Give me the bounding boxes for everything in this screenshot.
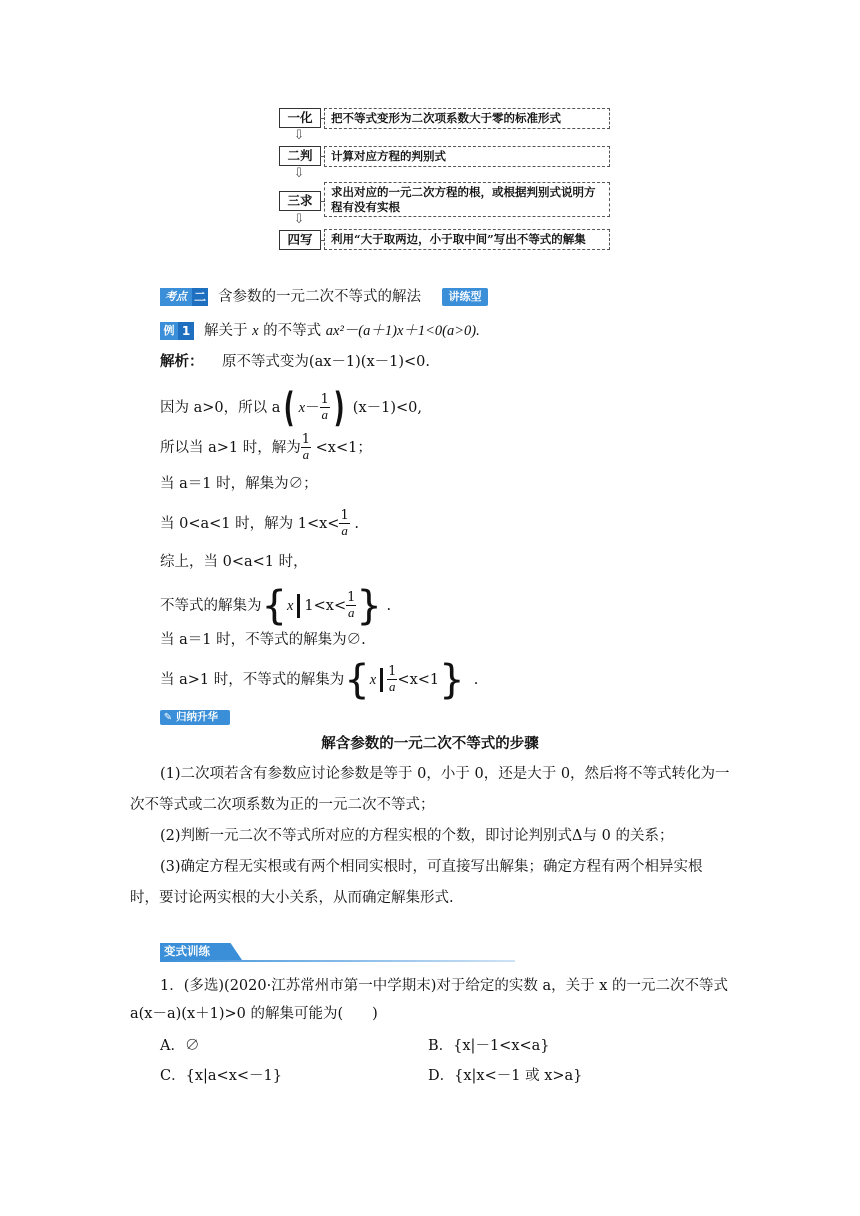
option-b-label: B． [428,1038,454,1054]
example-tag-label: 例 [160,322,178,340]
solution-line-3 [160,430,372,466]
set-divider [297,594,300,618]
option-c[interactable] [160,1066,282,1086]
fraction-numerator: 1 [301,432,311,447]
section-tag-number: 二 [193,290,206,304]
solution-line-5 [160,506,359,542]
fraction-numerator: 1 [388,664,397,679]
option-d[interactable] [428,1066,582,1086]
summary-title: 解含参数的一元二次不等式的步骤 [321,735,539,752]
line-3-prefix: 所以当 a>1 时，解为 [160,440,301,456]
solution-line-4: 当 a＝1 时，解集为∅； [160,476,318,492]
option-b-text: {x|－1<x<a} [453,1038,550,1054]
solution-line-8: 当 a＝1 时，不等式的解集为∅. [160,632,366,648]
summary-badge [160,710,230,725]
section-type-badge: 讲练型 [442,288,488,306]
line-7-suffix: . [386,598,392,614]
problem-middle: 的不等式 [263,323,322,339]
option-a[interactable] [160,1036,199,1056]
option-a-text: ∅ [184,1038,200,1054]
left-brace: { [261,583,287,629]
option-b[interactable] [428,1036,550,1056]
right-brace: } [356,583,382,629]
down-arrow-icon: ⇩ [293,166,305,181]
flow-step-text-3: 求出对应的一元二次方程的根，或根据判别式说明方程有没有实根 [324,182,610,217]
example-problem [204,321,480,341]
option-d-label: D． [428,1068,455,1084]
x-var: x [369,672,377,688]
left-paren: ( [284,385,296,431]
line-5-prefix: 当 0<a<1 时，解为 1<x< [160,516,340,532]
line-9-prefix: 当 a>1 时，不等式的解集为 [160,672,345,688]
line-9-suffix: . [473,672,479,688]
section-tag [160,288,210,306]
summary-point-3: (3)确定方程无实根或有两个相同实根时，可直接写出解集；确定方程有两个相异实根时，要讨论两实根的大小关系，从而确定解集形式. [130,859,703,906]
fraction-denominator: a [321,407,328,422]
option-c-label: C． [160,1068,186,1084]
down-arrow-icon: ⇩ [293,128,305,143]
summary-badge-label: 归纳升华 [176,711,218,723]
summary-point-1: (1)二次项若含有参数应讨论参数是等于 0，小于 0，还是大于 0，然后将不等式转化为一次不等式或二次项系数为正的一元二次不等式； [130,766,730,813]
flow-step-key-1: 一化 [279,108,321,128]
line-3-suffix: <x<1； [315,440,372,456]
flow-step-key-2: 二判 [279,146,321,166]
solution-text: 原不等式变为(ax－1)(x－1)<0. [221,354,430,370]
flow-step-text-2: 计算对应方程的判别式 [324,146,610,167]
fraction-one-over-a [387,665,397,695]
summary-point-2: (2)判断一元二次不等式所对应的方程实根的个数，即讨论判别式Δ与 0 的关系； [160,828,674,844]
option-a-label: A． [160,1038,185,1054]
left-brace: { [344,657,370,703]
solution-line-7 [160,583,392,629]
flow-step-text-1: 把不等式变形为二次项系数大于零的标准形式 [324,108,610,129]
exercise-banner [160,943,515,963]
solution-line-9 [160,657,479,703]
problem-variable: x [252,323,259,339]
fraction-one-over-a [320,393,330,423]
fraction-denominator: a [302,447,310,462]
example-tag [160,322,196,340]
option-c-text: {x|a<x<－1} [185,1068,282,1084]
line-5-suffix: . [354,516,359,532]
minus-sign: － [305,400,320,416]
line-2-prefix: 因为 a>0，所以 a [160,400,281,416]
down-arrow-icon: ⇩ [293,212,305,227]
fraction-numerator: 1 [340,508,349,523]
fraction-numerator: 1 [347,590,356,605]
set-inner: <x<1 [397,672,440,688]
fraction-one-over-a [339,509,349,539]
problem-formula: ax²－(a＋1)x＋1<0(a>0). [325,323,480,339]
flow-step-key-4: 四写 [279,230,321,250]
solution-line-6: 综上，当 0<a<1 时， [160,554,308,570]
question-1-line-2: a(x－a)(x＋1)>0 的解集可能为( ) [130,1006,378,1022]
fraction-denominator: a [341,523,348,538]
solution-label: 解析： [160,353,204,370]
problem-prefix: 解关于 [204,323,248,339]
line-7-prefix: 不等式的解集为 [160,598,262,614]
fraction-one-over-a [301,433,311,463]
question-1 [130,972,730,1028]
flow-step-text-4: 利用“大于取两边，小于取中间”写出不等式的解集 [324,229,610,250]
solution-line-1 [160,352,430,372]
set-inner: 1<x< [304,598,347,614]
solution-line-2 [160,385,422,431]
right-brace: } [439,657,465,703]
bulb-icon: ✎ [163,712,173,723]
fraction-one-over-a [346,591,356,621]
set-divider [380,668,383,692]
fraction-denominator: a [389,679,396,694]
flow-step-key-3: 三求 [279,191,321,211]
fraction-numerator: 1 [320,392,329,407]
x-var: x [298,400,306,416]
exercise-banner-label: 变式训练 [164,944,210,958]
line-2-suffix: (x－1)<0, [352,400,422,416]
right-paren: ) [333,385,345,431]
banner-underline [160,960,515,962]
fraction-denominator: a [347,605,355,620]
option-d-text: {x|x<－1 或 x>a} [454,1068,583,1084]
x-var: x [286,598,294,614]
section-title: 含参数的一元二次不等式的解法 [218,289,421,305]
section-tag-prefix: 考点 [160,288,192,306]
question-1-line-1: 1．(多选)(2020·江苏常州市第一中学期末)对于给定的实数 a，关于 x 的一元二次不等式 [160,978,729,994]
example-tag-number: 1 [178,322,194,340]
